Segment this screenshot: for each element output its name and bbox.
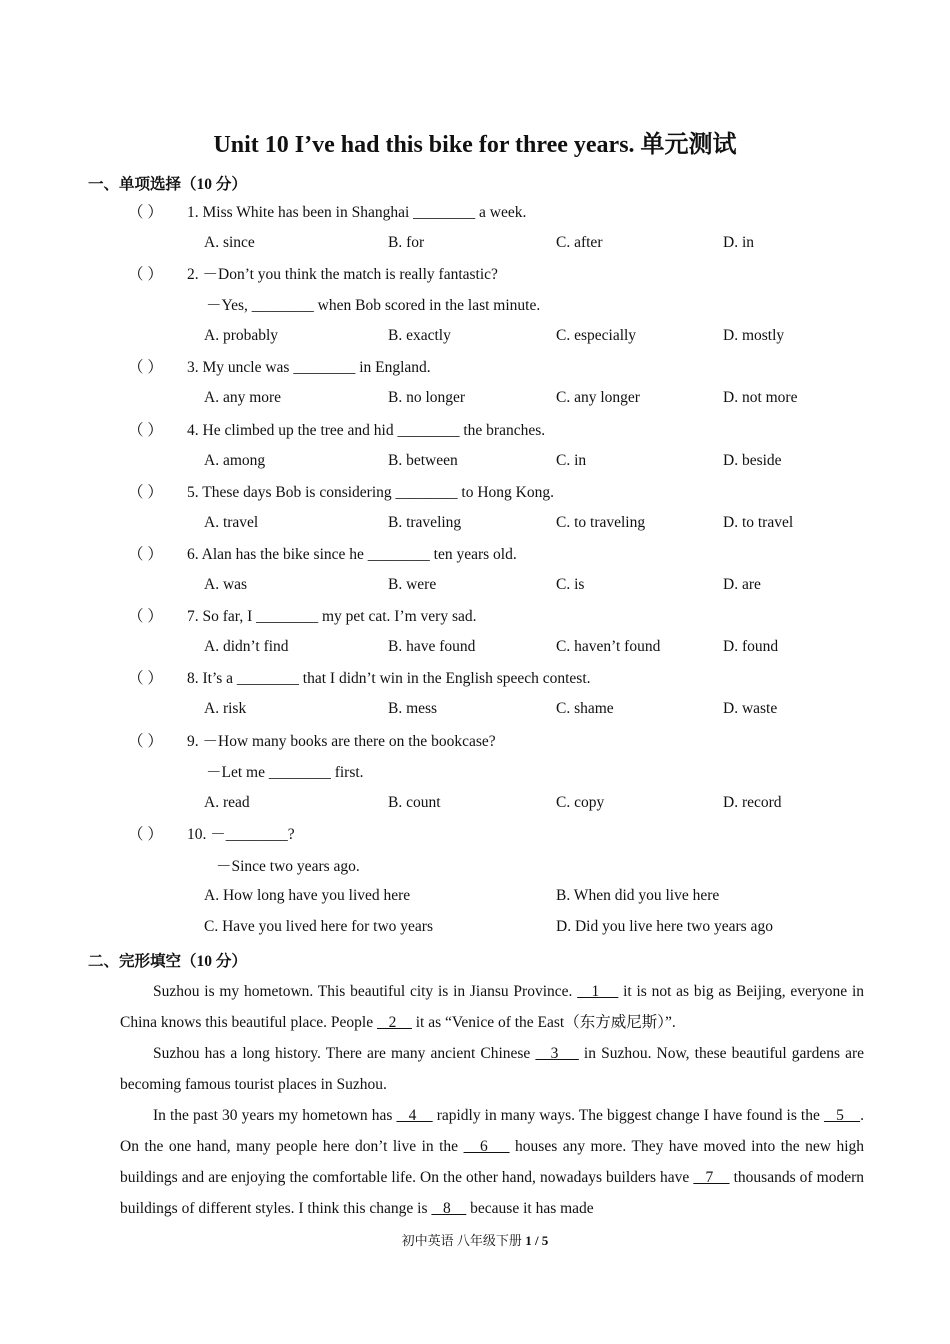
option-d: D. waste: [723, 700, 778, 717]
question-stem: 2. －Don’t you think the match is really fantastic?: [187, 266, 498, 283]
option-d: D. in: [723, 234, 754, 251]
cloze-paragraph-1: Suzhou is my hometown. This beautiful city is in Jiansu Province. 1 it is not as big as Beijing, everyone in China knows this beautiful place. People 2 it as “Venice of the East（东方威尼斯）”.: [120, 983, 865, 1031]
option-d: D. Did you live here two years ago: [556, 918, 773, 935]
answer-paren: （ ）: [128, 608, 163, 625]
cloze-blank-3: 3: [535, 1045, 579, 1062]
option-b: B. between: [388, 452, 458, 469]
answer-paren: （ ）: [128, 670, 163, 687]
option-b: B. have found: [388, 638, 476, 655]
cloze-blank-1: 1: [577, 983, 619, 1000]
option-b: B. were: [388, 576, 437, 593]
option-a: A. any more: [204, 389, 282, 406]
section-heading-single-choice: 一、单项选择（10 分）: [88, 176, 247, 193]
question-stem: 7. So far, I ________ my pet cat. I’m very sad.: [187, 608, 477, 625]
option-a: A. travel: [204, 514, 259, 531]
option-a: A. among: [204, 452, 266, 469]
option-d: D. beside: [723, 452, 782, 469]
option-d: D. to travel: [723, 514, 794, 531]
option-a: A. risk: [204, 700, 247, 717]
cloze-paragraph-2: Suzhou has a long history. There are many ancient Chinese 3 in Suzhou. Now, these beautiful gardens are becoming famous tourist places in Suzhou.: [120, 1045, 865, 1093]
option-a: A. read: [204, 794, 250, 811]
option-d: D. found: [723, 638, 779, 655]
answer-paren: （ ）: [128, 484, 163, 501]
option-b: B. exactly: [388, 327, 451, 344]
question-stem: 5. These days Bob is considering ________ to Hong Kong.: [187, 484, 554, 501]
option-c: C. Have you lived here for two years: [204, 918, 433, 935]
question-stem: 10. －________?: [187, 826, 295, 843]
option-a: A. probably: [204, 327, 279, 344]
option-c: C. to traveling: [556, 514, 646, 531]
question-stem-2: －Since two years ago.: [216, 858, 360, 875]
option-a: A. didn’t find: [204, 638, 289, 655]
cloze-passage: [120, 976, 864, 1224]
page-title: Unit 10 I’ve had this bike for three years. 单元测试: [213, 132, 737, 158]
question-stem: 6. Alan has the bike since he ________ ten years old.: [187, 546, 517, 563]
answer-paren: （ ）: [128, 422, 163, 439]
question-stem-2: －Yes, ________ when Bob scored in the last minute.: [206, 297, 541, 314]
question-stem-2: －Let me ________ first.: [206, 764, 364, 781]
page-number: 1 / 5: [525, 1233, 549, 1248]
answer-paren: （ ）: [128, 266, 163, 283]
option-c: C. especially: [556, 327, 637, 344]
option-c: C. copy: [556, 794, 605, 811]
option-d: D. record: [723, 794, 782, 811]
option-b: B. count: [388, 794, 441, 811]
answer-paren: （ ）: [128, 733, 163, 750]
question-stem: 9. －How many books are there on the bookcase?: [187, 733, 496, 750]
option-d: D. mostly: [723, 327, 785, 344]
option-b: B. no longer: [388, 389, 466, 406]
option-d: D. not more: [723, 389, 798, 406]
cloze-paragraph-3: In the past 30 years my hometown has 4 rapidly in many ways. The biggest change I have found is the 5 . On the one hand, many people here don’t live in the 6 houses any more. They have moved into the new high buildings and are enjoying the comfortable life. On the other hand, nowadays builders have 7 thousands of modern buildings of different styles. I think this change is 8 because it has made: [120, 1107, 865, 1217]
option-b: B. mess: [388, 700, 438, 717]
option-a: A. was: [204, 576, 248, 593]
option-d: D. are: [723, 576, 761, 593]
cloze-blank-8: 8: [431, 1200, 467, 1217]
option-b: B. When did you live here: [556, 887, 720, 904]
answer-paren: （ ）: [128, 826, 163, 843]
cloze-blank-5: 5: [823, 1107, 861, 1124]
question-stem: 4. He climbed up the tree and hid ________ the branches.: [187, 422, 546, 439]
option-c: C. any longer: [556, 389, 640, 406]
option-c: C. shame: [556, 700, 614, 717]
option-a: A. How long have you lived here: [204, 887, 411, 904]
option-b: B. for: [388, 234, 425, 251]
cloze-blank-6: 6: [463, 1138, 510, 1155]
question-stem: 8. It’s a ________ that I didn’t win in the English speech contest.: [187, 670, 591, 687]
option-c: C. in: [556, 452, 587, 469]
option-a: A. since: [204, 234, 255, 251]
option-c: C. is: [556, 576, 585, 593]
answer-paren: （ ）: [128, 359, 163, 376]
footer-text: 初中英语 八年级下册: [401, 1233, 526, 1248]
cloze-blank-7: 7: [693, 1169, 730, 1186]
question-stem: 1. Miss White has been in Shanghai ________ a week.: [187, 204, 527, 221]
section-heading-cloze: 二、完形填空（10 分）: [88, 953, 247, 970]
answer-paren: （ ）: [128, 204, 163, 221]
option-c: C. haven’t found: [556, 638, 661, 655]
cloze-blank-2: 2: [377, 1014, 412, 1031]
option-c: C. after: [556, 234, 603, 251]
page-footer: [0, 1230, 950, 1249]
question-stem: 3. My uncle was ________ in England.: [187, 359, 431, 376]
option-b: B. traveling: [388, 514, 462, 531]
answer-paren: （ ）: [128, 546, 163, 563]
cloze-blank-4: 4: [396, 1107, 433, 1124]
